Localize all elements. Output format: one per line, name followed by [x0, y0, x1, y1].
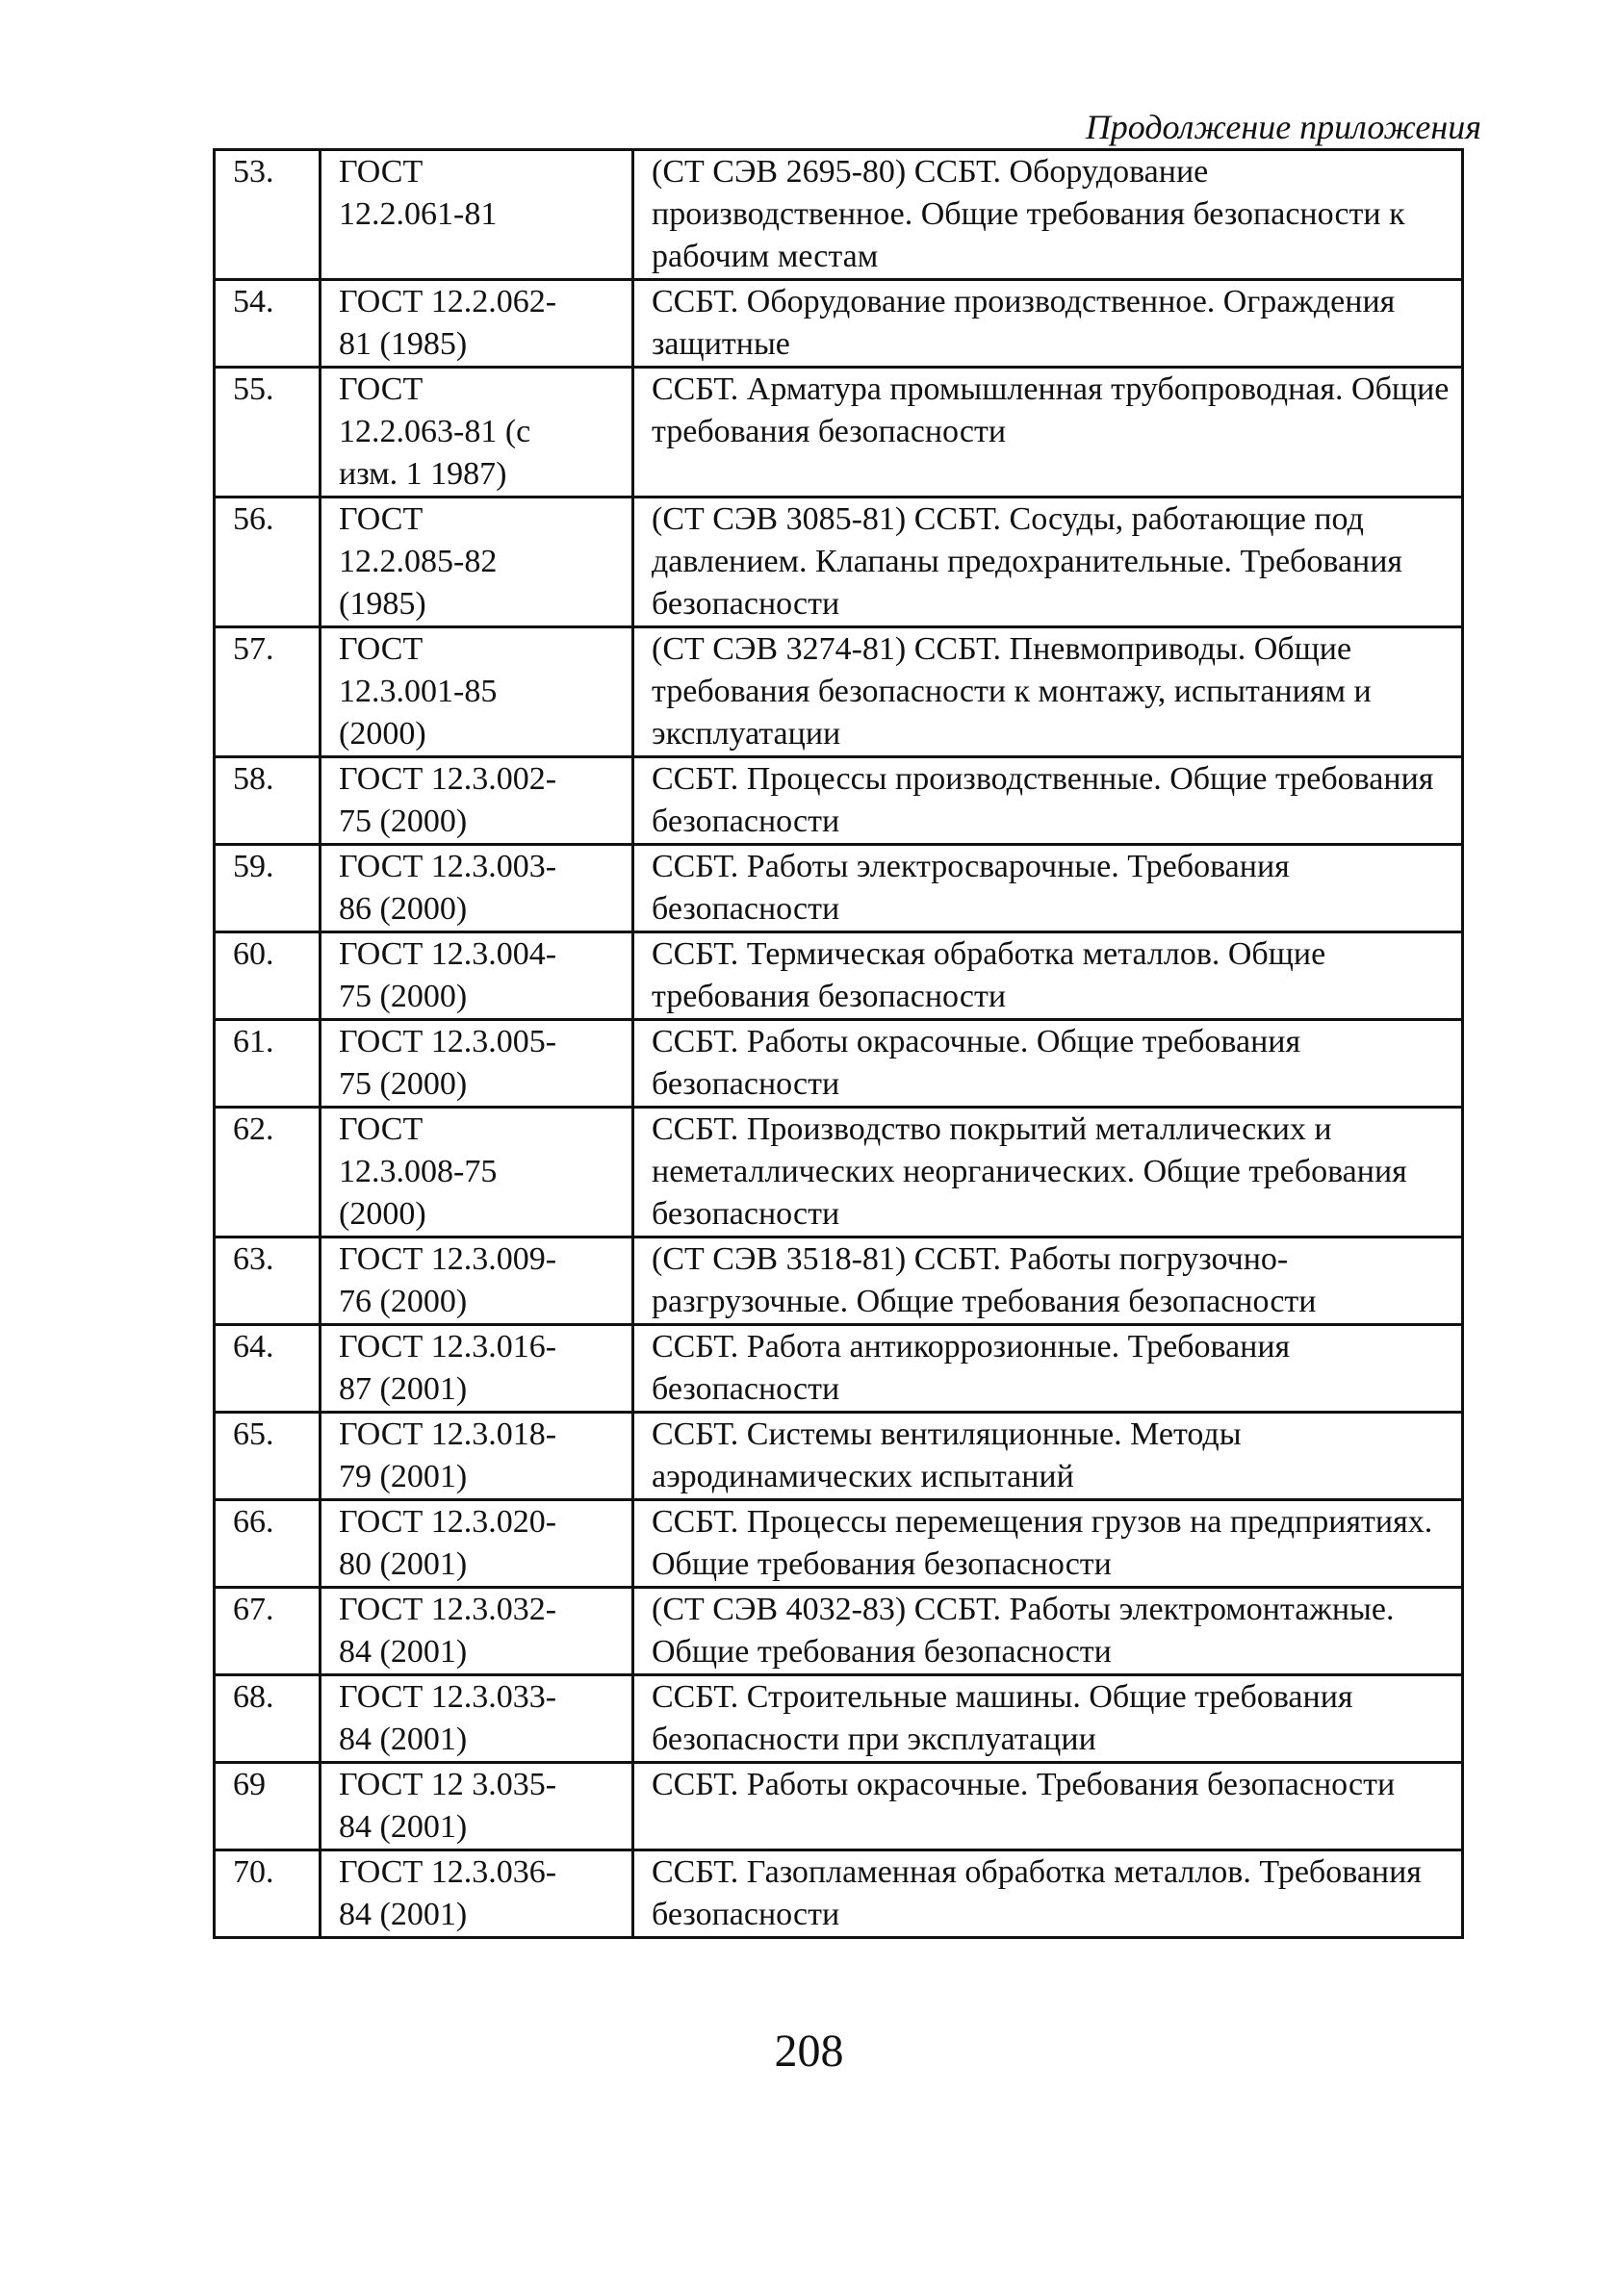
row-number: 61.	[215, 1020, 321, 1108]
standard-code: ГОСТ 12.3.018- 79 (2001)	[321, 1413, 633, 1500]
standard-code: ГОСТ 12.3.004- 75 (2000)	[321, 932, 633, 1020]
row-number: 68.	[215, 1675, 321, 1763]
table-row	[215, 757, 1463, 845]
row-number: 53.	[215, 150, 321, 280]
standard-title: (СТ СЭВ 3274-81) ССБТ. Пневмоприводы. Общие требования безопасности к монтажу, испытаниям и эксплуатации	[633, 627, 1463, 757]
table-row	[215, 1588, 1463, 1675]
standard-title: (СТ СЭВ 3518-81) ССБТ. Работы погрузочно-разгрузочные. Общие требования безопасности	[633, 1237, 1463, 1325]
row-number: 62.	[215, 1108, 321, 1237]
standard-title: (СТ СЭВ 3085-81) ССБТ. Сосуды, работающие под давлением. Клапаны предохранительные. Требования безопасности	[633, 497, 1463, 627]
row-number: 55.	[215, 368, 321, 497]
row-number: 66.	[215, 1500, 321, 1588]
standard-title: ССБТ. Процессы производственные. Общие требования безопасности	[633, 757, 1463, 845]
standard-title: ССБТ. Системы вентиляционные. Методы аэродинамических испытаний	[633, 1413, 1463, 1500]
standard-code: ГОСТ 12.2.062- 81 (1985)	[321, 280, 633, 368]
standard-title: ССБТ. Производство покрытий металлических и неметаллических неорганических. Общие требования безопасности	[633, 1108, 1463, 1237]
standard-code: ГОСТ 12 3.035- 84 (2001)	[321, 1763, 633, 1850]
standard-code: ГОСТ 12.2.063-81 (с изм. 1 1987)	[321, 368, 633, 497]
standard-title: ССБТ. Газопламенная обработка металлов. Требования безопасности	[633, 1850, 1463, 1938]
row-number: 64.	[215, 1325, 321, 1413]
table-row	[215, 497, 1463, 627]
table-row	[215, 932, 1463, 1020]
standard-code: ГОСТ 12.3.002- 75 (2000)	[321, 757, 633, 845]
table-row	[215, 1108, 1463, 1237]
table-row	[215, 1675, 1463, 1763]
row-number: 63.	[215, 1237, 321, 1325]
standard-title: ССБТ. Работы окрасочные. Требования безопасности	[633, 1763, 1463, 1850]
row-number: 65.	[215, 1413, 321, 1500]
standard-title: ССБТ. Работы электросварочные. Требования безопасности	[633, 845, 1463, 932]
standard-title: ССБТ. Процессы перемещения грузов на предприятиях. Общие требования безопасности	[633, 1500, 1463, 1588]
row-number: 54.	[215, 280, 321, 368]
standard-code: ГОСТ 12.3.033- 84 (2001)	[321, 1675, 633, 1763]
standard-code: ГОСТ 12.3.016- 87 (2001)	[321, 1325, 633, 1413]
standard-title: ССБТ. Строительные машины. Общие требования безопасности при эксплуатации	[633, 1675, 1463, 1763]
table-row	[215, 627, 1463, 757]
standard-title: ССБТ. Работа антикоррозионные. Требования безопасности	[633, 1325, 1463, 1413]
standard-title: ССБТ. Термическая обработка металлов. Общие требования безопасности	[633, 932, 1463, 1020]
table-row	[215, 1763, 1463, 1850]
standard-code: ГОСТ 12.3.008-75 (2000)	[321, 1108, 633, 1237]
standard-title: (СТ СЭВ 2695-80) ССБТ. Оборудование производственное. Общие требования безопасности к рабочим местам	[633, 150, 1463, 280]
table-row	[215, 150, 1463, 280]
table-row	[215, 845, 1463, 932]
page-number: 208	[774, 2026, 844, 2077]
standard-title: ССБТ. Арматура промышленная трубопроводная. Общие требования безопасности	[633, 368, 1463, 497]
standard-code: ГОСТ 12.3.001-85 (2000)	[321, 627, 633, 757]
standard-code: ГОСТ 12.2.085-82 (1985)	[321, 497, 633, 627]
row-number: 58.	[215, 757, 321, 845]
standards-table	[213, 148, 1464, 1939]
table-row	[215, 1850, 1463, 1938]
standard-title: ССБТ. Оборудование производственное. Ограждения защитные	[633, 280, 1463, 368]
row-number: 67.	[215, 1588, 321, 1675]
standard-code: ГОСТ 12.3.036- 84 (2001)	[321, 1850, 633, 1938]
continuation-heading: Продолжение приложения	[1085, 108, 1481, 146]
row-number: 70.	[215, 1850, 321, 1938]
standard-code: ГОСТ 12.3.020- 80 (2001)	[321, 1500, 633, 1588]
standard-title: ССБТ. Работы окрасочные. Общие требования безопасности	[633, 1020, 1463, 1108]
standard-title: (СТ СЭВ 4032-83) ССБТ. Работы электромонтажные. Общие требования безопасности	[633, 1588, 1463, 1675]
standard-code: ГОСТ 12.2.061-81	[321, 150, 633, 280]
table-row	[215, 280, 1463, 368]
standard-code: ГОСТ 12.3.009- 76 (2000)	[321, 1237, 633, 1325]
table-row	[215, 1500, 1463, 1588]
row-number: 69	[215, 1763, 321, 1850]
row-number: 57.	[215, 627, 321, 757]
table-row	[215, 1237, 1463, 1325]
row-number: 59.	[215, 845, 321, 932]
table-row	[215, 1020, 1463, 1108]
standards-table-body	[215, 150, 1463, 1938]
table-row	[215, 1413, 1463, 1500]
standard-code: ГОСТ 12.3.005- 75 (2000)	[321, 1020, 633, 1108]
standard-code: ГОСТ 12.3.003- 86 (2000)	[321, 845, 633, 932]
table-row	[215, 1325, 1463, 1413]
table-row	[215, 368, 1463, 497]
row-number: 56.	[215, 497, 321, 627]
row-number: 60.	[215, 932, 321, 1020]
standard-code: ГОСТ 12.3.032- 84 (2001)	[321, 1588, 633, 1675]
